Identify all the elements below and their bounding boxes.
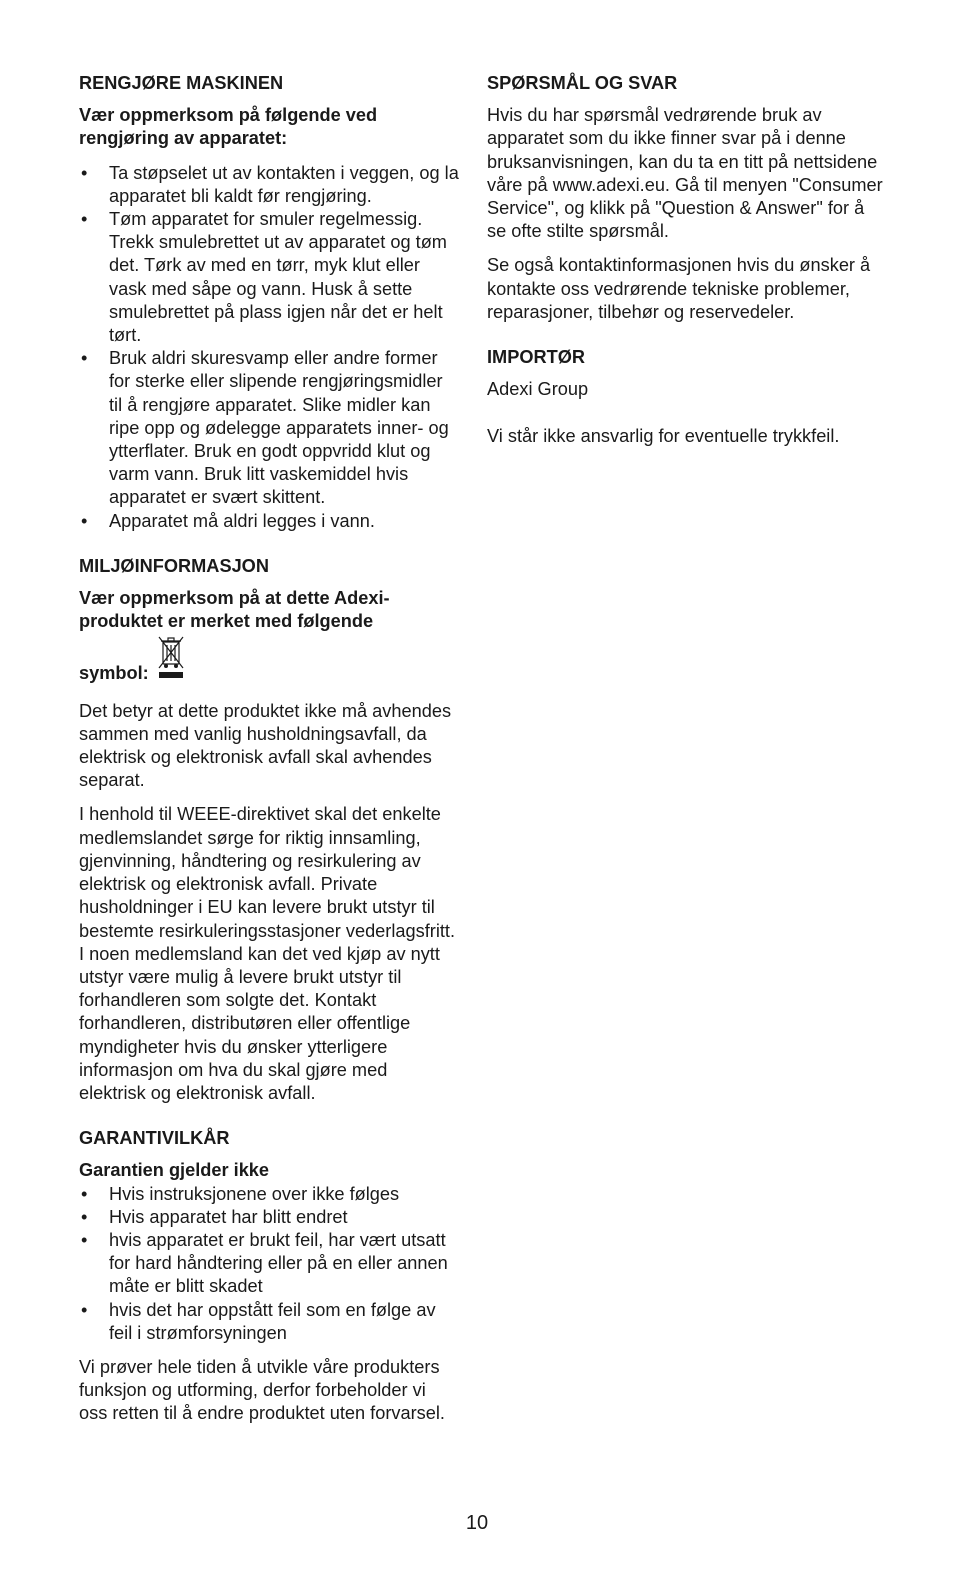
bullet: • bbox=[81, 209, 88, 230]
list-item-text: Hvis instruksjonene over ikke følges bbox=[109, 1183, 400, 1204]
environment-paragraph-2: I henhold til WEEE-direktivet skal det enkelte medlemslandet sørge for riktig innsamling, gjenvinning, håndtering og resirkulering av elektrisk og elektronisk avfall. Private husholdninger i EU kan levere brukt utstyr til bestemte resirkuleringsstasjoner vederlagsfritt. I noen medlemsland kan det ved kjøp av nytt utstyr være mulig å levere brukt utstyr til forhandleren som solgte det. Kontakt forhandleren, distributøren eller offentlige myndigheter hvis du ønsker ytterligere informasjon om hva du skal gjøre med elektrisk og elektronisk avfall. bbox=[79, 804, 456, 1103]
list-item bbox=[79, 1206, 459, 1229]
list-item-text: Hvis apparatet har blitt endret bbox=[109, 1206, 348, 1227]
cleaning-lead: Vær oppmerksom på følgende ved rengjøring av apparatet: bbox=[79, 105, 378, 149]
cleaning-list bbox=[79, 162, 459, 533]
environment-heading: MILJØINFORMASJON bbox=[79, 555, 269, 576]
importer-disclaimer: Vi står ikke ansvarlig for eventuelle trykkfeil. bbox=[487, 426, 840, 447]
importer-name: Adexi Group bbox=[487, 379, 589, 400]
list-item bbox=[79, 208, 459, 347]
right-column bbox=[487, 72, 887, 471]
bullet: • bbox=[81, 1206, 88, 1227]
faq-paragraph-2: Se også kontaktinformasjonen hvis du ønsker å kontakte oss vedrørende tekniske problemer, reparasjoner, tilbehør og reservedeler. bbox=[487, 255, 871, 322]
list-item bbox=[79, 162, 459, 208]
environment-paragraph-1: Det betyr at dette produktet ikke må avhendes sammen med vanlig husholdningsavfall, da elektrisk og elektronisk avfall skal avhendes separat. bbox=[79, 700, 452, 791]
bullet: • bbox=[81, 162, 88, 183]
list-item bbox=[79, 1229, 459, 1299]
bullet: • bbox=[81, 1299, 88, 1320]
cleaning-heading: RENGJØRE MASKINEN bbox=[79, 73, 284, 93]
list-item-text: hvis det har oppstått feil som en følge av feil i strømforsyningen bbox=[109, 1299, 436, 1343]
bullet: • bbox=[81, 348, 88, 369]
symbol-line bbox=[79, 635, 459, 685]
faq-paragraph-1: Hvis du har spørsmål vedrørende bruk av apparatet som du ikke finner svar på i denne bruksanvisningen, kan du ta en titt på nettsidene våre på www.adexi.eu. Gå til menyen "Consumer Service", og klikk på "Question & Answer" for å se ofte stilte spørsmål. bbox=[487, 105, 883, 242]
bullet: • bbox=[81, 1229, 88, 1250]
warranty-list bbox=[79, 1183, 459, 1345]
warranty-heading: GARANTIVILKÅR bbox=[79, 1128, 230, 1149]
bullet: • bbox=[81, 510, 88, 531]
list-item bbox=[79, 1299, 459, 1345]
list-item bbox=[79, 347, 459, 509]
list-item-text: Tøm apparatet for smuler regelmessig. Trekk smulebrettet ut av apparatet og tøm det. Tørk av med en tørr, myk klut eller vask med såpe og vann. Husk å sette smulebrettet på plass igjen når det er helt tørt. bbox=[109, 209, 447, 346]
bullet: • bbox=[81, 1183, 88, 1204]
importer-section bbox=[487, 346, 887, 449]
environment-lead: Vær oppmerksom på at dette Adexi-produktet er merket med følgende bbox=[79, 588, 390, 632]
faq-section bbox=[487, 72, 887, 324]
list-item-text: Apparatet må aldri legges i vann. bbox=[109, 510, 375, 531]
weee-crossed-bin-icon bbox=[158, 635, 184, 685]
list-item bbox=[79, 510, 459, 533]
left-column bbox=[79, 72, 459, 1448]
warranty-paragraph: Vi prøver hele tiden å utvikle våre produkters funksjon og utforming, derfor forbeholder vi oss retten til å endre produktet uten forvarsel. bbox=[79, 1356, 445, 1424]
list-item bbox=[79, 1183, 459, 1206]
page-number: 10 bbox=[465, 1512, 489, 1534]
importer-heading: IMPORTØR bbox=[487, 347, 586, 368]
list-item-text: Bruk aldri skuresvamp eller andre former for sterke eller slipende rengjøringsmidler til å rengjøre apparatet. Slike midler kan ripe opp og ødelegge apparatets inner- og ytterflater. Bruk en godt oppvridd klut og varm vann. Bruk litt vaskemiddel hvis apparatet er svært skittent. bbox=[109, 348, 449, 508]
list-item-text: Ta støpselet ut av kontakten i veggen, og la apparatet bli kaldt før rengjøring. bbox=[109, 162, 459, 206]
symbol-label: symbol: bbox=[79, 663, 149, 684]
warranty-lead: Garantien gjelder ikke bbox=[79, 1160, 270, 1181]
warranty-section bbox=[79, 1127, 459, 1425]
list-item-text: hvis apparatet er brukt feil, har vært utsatt for hard håndtering eller på en eller annen måte er blitt skadet bbox=[109, 1229, 448, 1297]
faq-heading: SPØRSMÅL OG SVAR bbox=[487, 73, 678, 93]
environment-section bbox=[79, 555, 459, 1105]
cleaning-section bbox=[79, 72, 459, 533]
